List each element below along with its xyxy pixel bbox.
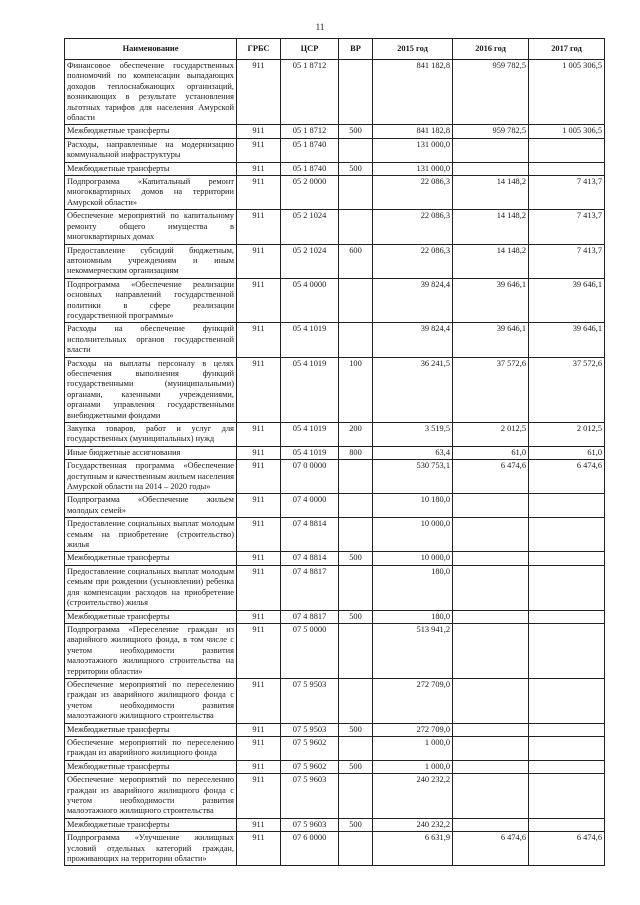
row-amount-2016: 2 012,5: [453, 423, 529, 447]
row-grbs: 911: [237, 565, 281, 610]
header-2016: 2016 год: [453, 39, 529, 60]
row-amount-2017: [529, 623, 605, 678]
row-csr: 07 6 0000: [281, 832, 339, 866]
row-name: Расходы на обеспечение функций исполнительных органов государственной власти: [65, 323, 237, 357]
row-vr: 600: [339, 244, 373, 278]
row-csr: 05 2 0000: [281, 176, 339, 210]
row-name: Обеспечение мероприятий по переселению граждан из аварийного жилищного фонда с учетом необходимости развития малоэтажного жилищного строительства: [65, 774, 237, 819]
row-amount-2017: [529, 774, 605, 819]
row-csr: 07 4 8814: [281, 518, 339, 552]
row-amount-2015: 131 000,0: [373, 162, 453, 175]
header-name: Наименование: [65, 39, 237, 60]
row-name: Предоставление социальных выплат молодым семьям при рождении (усыновлении) ребенка для компенсации расходов на приобретение (строительство) жилья: [65, 565, 237, 610]
table-body: [65, 60, 605, 866]
row-amount-2017: 6 474,6: [529, 832, 605, 866]
table-row: [65, 736, 605, 760]
row-amount-2016: 39 646,1: [453, 278, 529, 323]
row-csr: 05 4 1019: [281, 323, 339, 357]
row-grbs: 911: [237, 723, 281, 736]
row-vr: [339, 176, 373, 210]
row-amount-2015: 131 000,0: [373, 138, 453, 162]
row-csr: 05 1 8712: [281, 60, 339, 125]
row-name: Финансовое обеспечение государственных полномочий по компенсации выпадающих доходов теплоснабжающих организаций, возникающих в результате установления льготных тарифов для населения Амурской области: [65, 60, 237, 125]
row-amount-2016: [453, 623, 529, 678]
row-grbs: 911: [237, 623, 281, 678]
row-amount-2015: 180,0: [373, 565, 453, 610]
row-amount-2015: 63,4: [373, 446, 453, 459]
row-amount-2016: [453, 494, 529, 518]
row-vr: 500: [339, 125, 373, 138]
row-name: Иные бюджетные ассигнования: [65, 446, 237, 459]
row-amount-2017: [529, 723, 605, 736]
row-amount-2016: 959 782,5: [453, 125, 529, 138]
row-vr: 500: [339, 610, 373, 623]
table-row: [65, 138, 605, 162]
row-amount-2015: 22 086,3: [373, 210, 453, 244]
row-amount-2016: [453, 774, 529, 819]
row-name: Обеспечение мероприятий по переселению граждан из аварийного жилищного фонда: [65, 736, 237, 760]
row-csr: 05 1 8740: [281, 162, 339, 175]
table-row: [65, 760, 605, 773]
row-vr: [339, 460, 373, 494]
row-amount-2017: [529, 610, 605, 623]
row-vr: [339, 323, 373, 357]
row-amount-2016: [453, 565, 529, 610]
row-amount-2017: 7 413,7: [529, 176, 605, 210]
row-name: Межбюджетные трансферты: [65, 818, 237, 831]
row-grbs: 911: [237, 176, 281, 210]
row-amount-2017: 7 413,7: [529, 210, 605, 244]
table-row: [65, 323, 605, 357]
table-row: [65, 244, 605, 278]
table-row: [65, 723, 605, 736]
row-amount-2017: 2 012,5: [529, 423, 605, 447]
table-row: [65, 60, 605, 125]
row-vr: 500: [339, 818, 373, 831]
row-vr: [339, 678, 373, 723]
row-vr: 100: [339, 357, 373, 422]
row-amount-2015: 10 180,0: [373, 494, 453, 518]
row-grbs: 911: [237, 162, 281, 175]
table-row: [65, 518, 605, 552]
row-amount-2015: 10 000,0: [373, 552, 453, 565]
row-amount-2016: 959 782,5: [453, 60, 529, 125]
table-row: [65, 446, 605, 459]
row-name: Подпрограмма «Обеспечение жильем молодых семей»: [65, 494, 237, 518]
row-vr: 500: [339, 760, 373, 773]
table-row: [65, 494, 605, 518]
table-row: [65, 357, 605, 422]
row-amount-2016: [453, 610, 529, 623]
row-amount-2017: 37 572,6: [529, 357, 605, 422]
row-grbs: 911: [237, 278, 281, 323]
row-amount-2015: 22 086,3: [373, 176, 453, 210]
row-csr: 05 1 8712: [281, 125, 339, 138]
row-vr: [339, 774, 373, 819]
row-grbs: 911: [237, 446, 281, 459]
row-name: Государственная программа «Обеспечение доступным и качественным жильем населения Амурской области на 2014 – 2020 годы»: [65, 460, 237, 494]
row-name: Обеспечение мероприятий по капитальному ремонту общего имущества в многоквартирных домах: [65, 210, 237, 244]
row-csr: 07 4 0000: [281, 494, 339, 518]
row-amount-2015: 39 824,4: [373, 323, 453, 357]
row-amount-2017: 6 474,6: [529, 460, 605, 494]
row-csr: 05 4 1019: [281, 446, 339, 459]
row-amount-2017: 1 005 306,5: [529, 60, 605, 125]
row-csr: 07 0 0000: [281, 460, 339, 494]
row-amount-2015: 530 753,1: [373, 460, 453, 494]
row-grbs: 911: [237, 760, 281, 773]
row-amount-2015: 841 182,8: [373, 125, 453, 138]
table-row: [65, 210, 605, 244]
row-grbs: 911: [237, 60, 281, 125]
row-csr: 05 2 1024: [281, 244, 339, 278]
row-grbs: 911: [237, 357, 281, 422]
row-amount-2015: 39 824,4: [373, 278, 453, 323]
row-grbs: 911: [237, 518, 281, 552]
table-row: [65, 565, 605, 610]
row-csr: 05 2 1024: [281, 210, 339, 244]
row-grbs: 911: [237, 244, 281, 278]
row-amount-2016: 6 474,6: [453, 460, 529, 494]
row-grbs: 911: [237, 494, 281, 518]
row-vr: [339, 736, 373, 760]
row-vr: 500: [339, 552, 373, 565]
row-name: Межбюджетные трансферты: [65, 125, 237, 138]
row-amount-2015: 240 232,2: [373, 818, 453, 831]
row-grbs: 911: [237, 210, 281, 244]
row-amount-2015: 3 519,5: [373, 423, 453, 447]
row-amount-2016: [453, 552, 529, 565]
row-amount-2017: [529, 736, 605, 760]
row-csr: 07 4 8817: [281, 610, 339, 623]
row-name: Межбюджетные трансферты: [65, 760, 237, 773]
row-amount-2015: 272 709,0: [373, 723, 453, 736]
row-csr: 07 5 0000: [281, 623, 339, 678]
page-number: 11: [315, 22, 325, 32]
row-amount-2015: 272 709,0: [373, 678, 453, 723]
row-csr: 07 4 8814: [281, 552, 339, 565]
row-amount-2015: 513 941,2: [373, 623, 453, 678]
row-amount-2016: 14 148,2: [453, 210, 529, 244]
table-row: [65, 552, 605, 565]
row-csr: 07 5 9503: [281, 678, 339, 723]
row-amount-2017: 39 646,1: [529, 278, 605, 323]
row-name: Подпрограмма «Переселение граждан из аварийного жилищного фонда, в том числе с учетом необходимости развития малоэтажного жилищного строительства на территории области»: [65, 623, 237, 678]
row-amount-2017: 1 005 306,5: [529, 125, 605, 138]
row-amount-2017: [529, 138, 605, 162]
row-amount-2016: 6 474,6: [453, 832, 529, 866]
row-name: Закупка товаров, работ и услуг для государственных (муниципальных) нужд: [65, 423, 237, 447]
header-2017: 2017 год: [529, 39, 605, 60]
table-row: [65, 818, 605, 831]
row-amount-2017: [529, 678, 605, 723]
row-amount-2016: [453, 818, 529, 831]
row-name: Подпрограмма «Улучшение жилищных условий отдельных категорий граждан, проживающих на территории области»: [65, 832, 237, 866]
row-csr: 05 4 1019: [281, 423, 339, 447]
row-vr: [339, 278, 373, 323]
row-amount-2015: 1 000,0: [373, 736, 453, 760]
row-amount-2015: 36 241,5: [373, 357, 453, 422]
table-row: [65, 125, 605, 138]
row-grbs: 911: [237, 460, 281, 494]
row-amount-2015: 240 232,2: [373, 774, 453, 819]
header-grbs: ГРБС: [237, 39, 281, 60]
row-amount-2016: [453, 760, 529, 773]
row-amount-2016: [453, 736, 529, 760]
row-grbs: 911: [237, 678, 281, 723]
row-grbs: 911: [237, 832, 281, 866]
header-vr: ВР: [339, 39, 373, 60]
row-csr: 07 4 8817: [281, 565, 339, 610]
row-grbs: 911: [237, 125, 281, 138]
table-row: [65, 176, 605, 210]
row-amount-2016: [453, 518, 529, 552]
header-2015: 2015 год: [373, 39, 453, 60]
row-grbs: 911: [237, 774, 281, 819]
row-name: Предоставление социальных выплат молодым семьям на приобретение (строительство) жилья: [65, 518, 237, 552]
row-grbs: 911: [237, 552, 281, 565]
row-vr: 800: [339, 446, 373, 459]
row-grbs: 911: [237, 323, 281, 357]
row-amount-2016: 61,0: [453, 446, 529, 459]
row-vr: 500: [339, 162, 373, 175]
row-amount-2015: 841 182,8: [373, 60, 453, 125]
row-vr: 500: [339, 723, 373, 736]
row-name: Межбюджетные трансферты: [65, 610, 237, 623]
row-amount-2017: [529, 162, 605, 175]
row-vr: [339, 832, 373, 866]
row-csr: 07 5 9503: [281, 723, 339, 736]
row-amount-2017: [529, 818, 605, 831]
row-amount-2016: 14 148,2: [453, 244, 529, 278]
header-row: [65, 39, 605, 60]
row-vr: [339, 210, 373, 244]
row-vr: [339, 494, 373, 518]
row-amount-2016: 14 148,2: [453, 176, 529, 210]
row-amount-2017: [529, 518, 605, 552]
table-header: [65, 39, 605, 60]
row-csr: 05 1 8740: [281, 138, 339, 162]
row-vr: [339, 138, 373, 162]
row-name: Межбюджетные трансферты: [65, 162, 237, 175]
row-grbs: 911: [237, 138, 281, 162]
row-amount-2015: 1 000,0: [373, 760, 453, 773]
row-amount-2017: [529, 494, 605, 518]
row-amount-2017: 39 646,1: [529, 323, 605, 357]
row-amount-2015: 6 631,9: [373, 832, 453, 866]
budget-table: [64, 38, 605, 866]
table-row: [65, 460, 605, 494]
row-amount-2017: [529, 552, 605, 565]
table-row: [65, 678, 605, 723]
row-name: Подпрограмма «Капитальный ремонт многоквартирных домов на территории Амурской области»: [65, 176, 237, 210]
row-csr: 05 4 1019: [281, 357, 339, 422]
table-row: [65, 774, 605, 819]
row-amount-2016: [453, 678, 529, 723]
table-row: [65, 423, 605, 447]
row-vr: [339, 565, 373, 610]
table-row: [65, 610, 605, 623]
row-name: Расходы на выплаты персоналу в целях обеспечения выполнения функций государственными (муниципальными) органами, казенными учреждениями, органами управления государственными внебюджетными фондами: [65, 357, 237, 422]
row-amount-2016: [453, 723, 529, 736]
table-row: [65, 278, 605, 323]
row-amount-2017: [529, 565, 605, 610]
row-vr: [339, 518, 373, 552]
row-vr: 200: [339, 423, 373, 447]
row-name: Предоставление субсидий бюджетным, автономным учреждениям и иным некоммерческим организациям: [65, 244, 237, 278]
row-name: Межбюджетные трансферты: [65, 723, 237, 736]
row-grbs: 911: [237, 610, 281, 623]
row-csr: 07 5 9602: [281, 760, 339, 773]
table-row: [65, 623, 605, 678]
header-csr: ЦСР: [281, 39, 339, 60]
row-amount-2017: 61,0: [529, 446, 605, 459]
row-vr: [339, 623, 373, 678]
row-csr: 07 5 9603: [281, 818, 339, 831]
row-amount-2015: 22 086,3: [373, 244, 453, 278]
row-vr: [339, 60, 373, 125]
table-row: [65, 162, 605, 175]
row-amount-2015: 180,0: [373, 610, 453, 623]
row-amount-2017: [529, 760, 605, 773]
row-name: Подпрограмма «Обеспечение реализации основных направлений государственной политики в сфере реализации государственной программы»: [65, 278, 237, 323]
row-amount-2016: [453, 162, 529, 175]
row-grbs: 911: [237, 818, 281, 831]
table-row: [65, 832, 605, 866]
row-grbs: 911: [237, 423, 281, 447]
row-csr: 05 4 0000: [281, 278, 339, 323]
row-csr: 07 5 9603: [281, 774, 339, 819]
row-name: Расходы, направленные на модернизацию коммунальной инфраструктуры: [65, 138, 237, 162]
row-amount-2016: 37 572,6: [453, 357, 529, 422]
row-csr: 07 5 9602: [281, 736, 339, 760]
row-name: Обеспечение мероприятий по переселению граждан из аварийного жилищного фонда с учетом необходимости развития малоэтажного жилищного строительства: [65, 678, 237, 723]
row-amount-2017: 7 413,7: [529, 244, 605, 278]
row-grbs: 911: [237, 736, 281, 760]
row-name: Межбюджетные трансферты: [65, 552, 237, 565]
row-amount-2015: 10 000,0: [373, 518, 453, 552]
row-amount-2016: 39 646,1: [453, 323, 529, 357]
row-amount-2016: [453, 138, 529, 162]
